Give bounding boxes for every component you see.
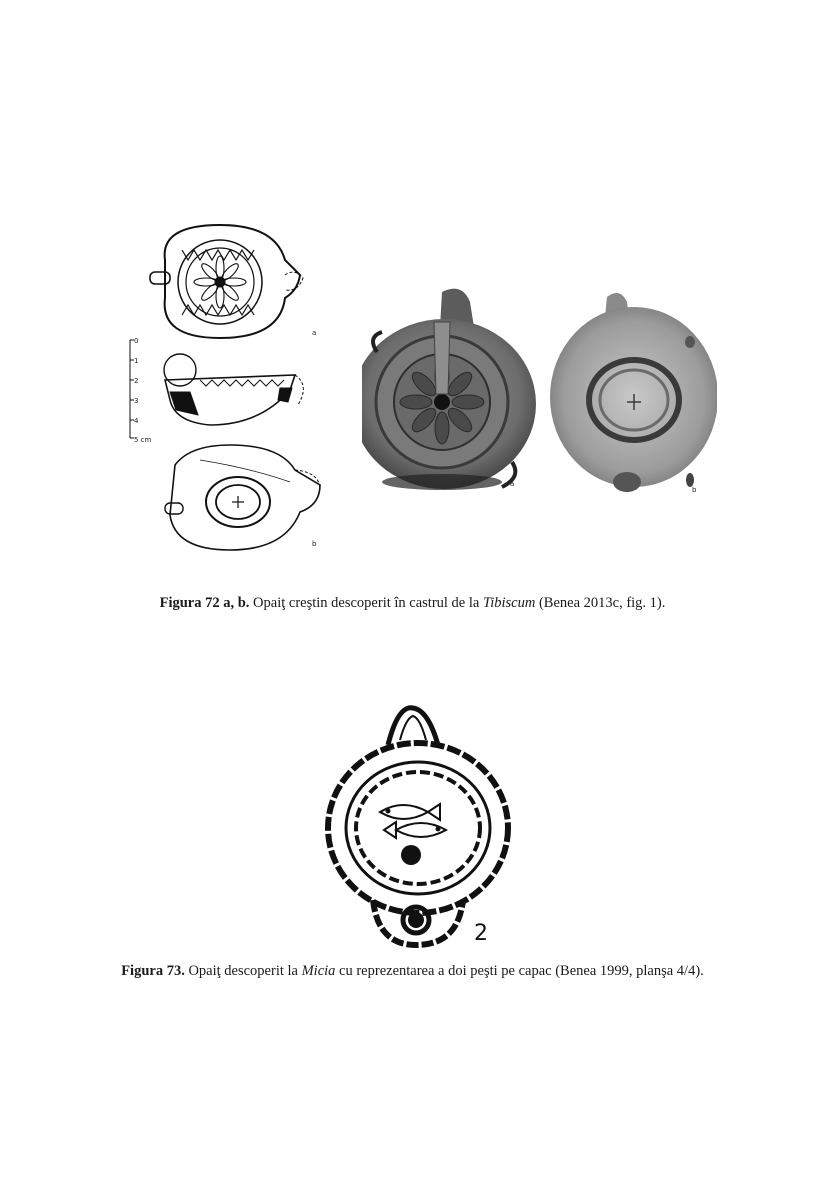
figure-72-caption-text-2: (Benea 2013c, fig. 1). [535, 595, 666, 611]
scale-tick-2: 2 [134, 377, 139, 385]
lamp-drawing-b-bottom-view [165, 445, 320, 550]
lamp-photo-a [362, 289, 536, 490]
fish-icon [380, 804, 440, 820]
figure-73-caption-italic: Micia [301, 963, 336, 979]
figure-73-caption-text-2: cu reprezentarea a doi peşti pe capac (Benea 1999, planşa 4/4). [335, 963, 704, 979]
figure-73-caption [0, 962, 825, 980]
figure-73-number-label: 2 [474, 921, 488, 946]
figure-72-photos [362, 282, 717, 502]
scale-tick-3: 3 [134, 397, 139, 405]
scale-tick-5: 5 cm [134, 436, 152, 444]
scale-tick-0: 0 [134, 337, 139, 345]
figure-73-caption-text-1: Opaiţ descoperit la [184, 963, 302, 979]
figure-72-caption [0, 594, 825, 612]
figure-72-number: Figura 72 a, b. [159, 595, 250, 611]
fish-icon [384, 822, 446, 838]
scale-tick-4: 4 [134, 417, 139, 425]
figure-72-caption-text-1: Opaiţ creştin descoperit în castrul de la [249, 595, 483, 611]
drawing-label-a: a [312, 329, 317, 337]
figure-72-caption-italic: Tibiscum [482, 595, 536, 611]
lamp-drawing-a-top-view [150, 225, 303, 338]
scale-tick-1: 1 [134, 357, 139, 365]
drawing-label-b: b [312, 540, 317, 548]
lamp-drawing-profile [164, 354, 303, 425]
lamp-photo-b [550, 293, 717, 492]
filling-hole-icon [401, 845, 421, 865]
figure-73-lamp-drawing [318, 700, 518, 950]
photo-label-b: b [692, 486, 697, 494]
photo-label-a: a [510, 480, 515, 488]
figure-73-number: Figura 73. [121, 963, 185, 979]
figure-72-drawings [120, 220, 340, 560]
